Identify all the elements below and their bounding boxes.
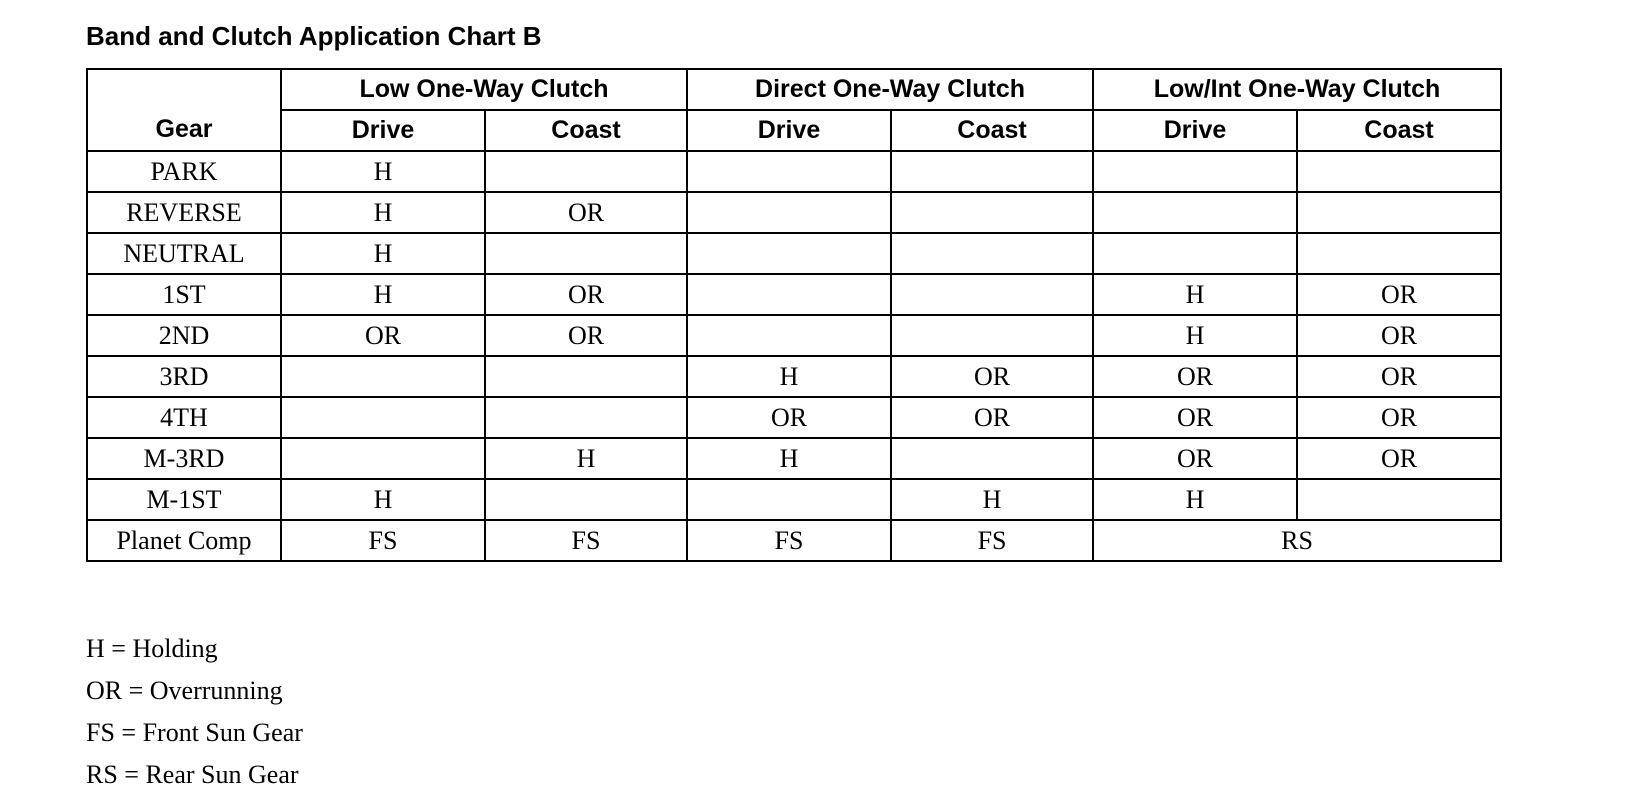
- clutch-application-table: [86, 68, 1502, 562]
- planet-comp-cell: FS: [891, 520, 1093, 561]
- table-cell: H: [281, 192, 485, 233]
- gear-cell: NEUTRAL: [87, 233, 281, 274]
- table-cell: [687, 479, 891, 520]
- table-cell: H: [281, 479, 485, 520]
- legend: [86, 628, 303, 796]
- table-cell: OR: [1297, 356, 1501, 397]
- planet-comp-label: Planet Comp: [87, 520, 281, 561]
- table-cell: [485, 233, 687, 274]
- subheader-drive: Drive: [281, 110, 485, 151]
- table-cell: [687, 274, 891, 315]
- table-cell: H: [1093, 315, 1297, 356]
- table-row: [87, 274, 1501, 315]
- table-cell: OR: [1297, 438, 1501, 479]
- table-cell: OR: [281, 315, 485, 356]
- table-cell: OR: [485, 192, 687, 233]
- legend-item-overrunning: OR = Overrunning: [86, 676, 283, 705]
- table-cell: [1297, 479, 1501, 520]
- planet-comp-cell: FS: [485, 520, 687, 561]
- subheader-coast: Coast: [891, 110, 1093, 151]
- table-cell: [891, 438, 1093, 479]
- legend-item-rear-sun-gear: RS = Rear Sun Gear: [86, 760, 299, 789]
- table-cell: [485, 479, 687, 520]
- table-cell: [1297, 151, 1501, 192]
- table-cell: [687, 151, 891, 192]
- table-row: [87, 233, 1501, 274]
- table-cell: [687, 192, 891, 233]
- planet-comp-merged-cell: RS: [1093, 520, 1501, 561]
- table-cell: H: [281, 274, 485, 315]
- table-cell: H: [485, 438, 687, 479]
- group-header-low-one-way-clutch: Low One-Way Clutch: [281, 69, 687, 110]
- table-row: [87, 397, 1501, 438]
- table-cell: [281, 397, 485, 438]
- table-cell: OR: [485, 274, 687, 315]
- table-cell: OR: [891, 356, 1093, 397]
- table-cell: OR: [1297, 315, 1501, 356]
- table-cell: [891, 192, 1093, 233]
- table-cell: [891, 233, 1093, 274]
- group-header-row: [87, 69, 1501, 110]
- table-cell: OR: [1297, 274, 1501, 315]
- table-row: [87, 438, 1501, 479]
- table-cell: [687, 315, 891, 356]
- table-cell: [281, 438, 485, 479]
- planet-comp-row: [87, 520, 1501, 561]
- legend-item-holding: H = Holding: [86, 634, 218, 663]
- gear-cell: 3RD: [87, 356, 281, 397]
- table-cell: OR: [1093, 356, 1297, 397]
- table-cell: [891, 274, 1093, 315]
- table-cell: OR: [891, 397, 1093, 438]
- gear-cell: REVERSE: [87, 192, 281, 233]
- table-row: [87, 315, 1501, 356]
- table-row: [87, 192, 1501, 233]
- planet-comp-cell: FS: [687, 520, 891, 561]
- gear-cell: M-3RD: [87, 438, 281, 479]
- table-cell: H: [1093, 274, 1297, 315]
- table-cell: H: [687, 438, 891, 479]
- table-cell: OR: [1093, 438, 1297, 479]
- subheader-row: [87, 110, 1501, 151]
- table-cell: H: [281, 233, 485, 274]
- table-cell: [1093, 151, 1297, 192]
- gear-cell: 4TH: [87, 397, 281, 438]
- table-row: [87, 151, 1501, 192]
- gear-cell: 2ND: [87, 315, 281, 356]
- table-cell: [485, 151, 687, 192]
- table-cell: [1093, 192, 1297, 233]
- table-cell: OR: [687, 397, 891, 438]
- table-cell: [485, 397, 687, 438]
- table-cell: [485, 356, 687, 397]
- table-cell: [281, 356, 485, 397]
- table-cell: H: [1093, 479, 1297, 520]
- table-row: [87, 356, 1501, 397]
- gear-cell: 1ST: [87, 274, 281, 315]
- table-cell: [687, 233, 891, 274]
- subheader-coast: Coast: [485, 110, 687, 151]
- table-cell: H: [891, 479, 1093, 520]
- table-cell: H: [687, 356, 891, 397]
- group-header-low-int-one-way-clutch: Low/Int One-Way Clutch: [1093, 69, 1501, 110]
- subheader-drive: Drive: [687, 110, 891, 151]
- table-cell: [1093, 233, 1297, 274]
- table-cell: OR: [1093, 397, 1297, 438]
- table-cell: [1297, 192, 1501, 233]
- chart-title: Band and Clutch Application Chart B: [86, 21, 542, 51]
- gear-cell: M-1ST: [87, 479, 281, 520]
- gear-cell: PARK: [87, 151, 281, 192]
- planet-comp-cell: FS: [281, 520, 485, 561]
- group-header-direct-one-way-clutch: Direct One-Way Clutch: [687, 69, 1093, 110]
- subheader-drive: Drive: [1093, 110, 1297, 151]
- table-cell: OR: [485, 315, 687, 356]
- table-cell: OR: [1297, 397, 1501, 438]
- subheader-coast: Coast: [1297, 110, 1501, 151]
- legend-item-front-sun-gear: FS = Front Sun Gear: [86, 718, 303, 747]
- table-cell: [891, 151, 1093, 192]
- gear-column-header: Gear: [87, 69, 281, 151]
- table-cell: [1297, 233, 1501, 274]
- table-cell: H: [281, 151, 485, 192]
- table-cell: [891, 315, 1093, 356]
- table-row: [87, 479, 1501, 520]
